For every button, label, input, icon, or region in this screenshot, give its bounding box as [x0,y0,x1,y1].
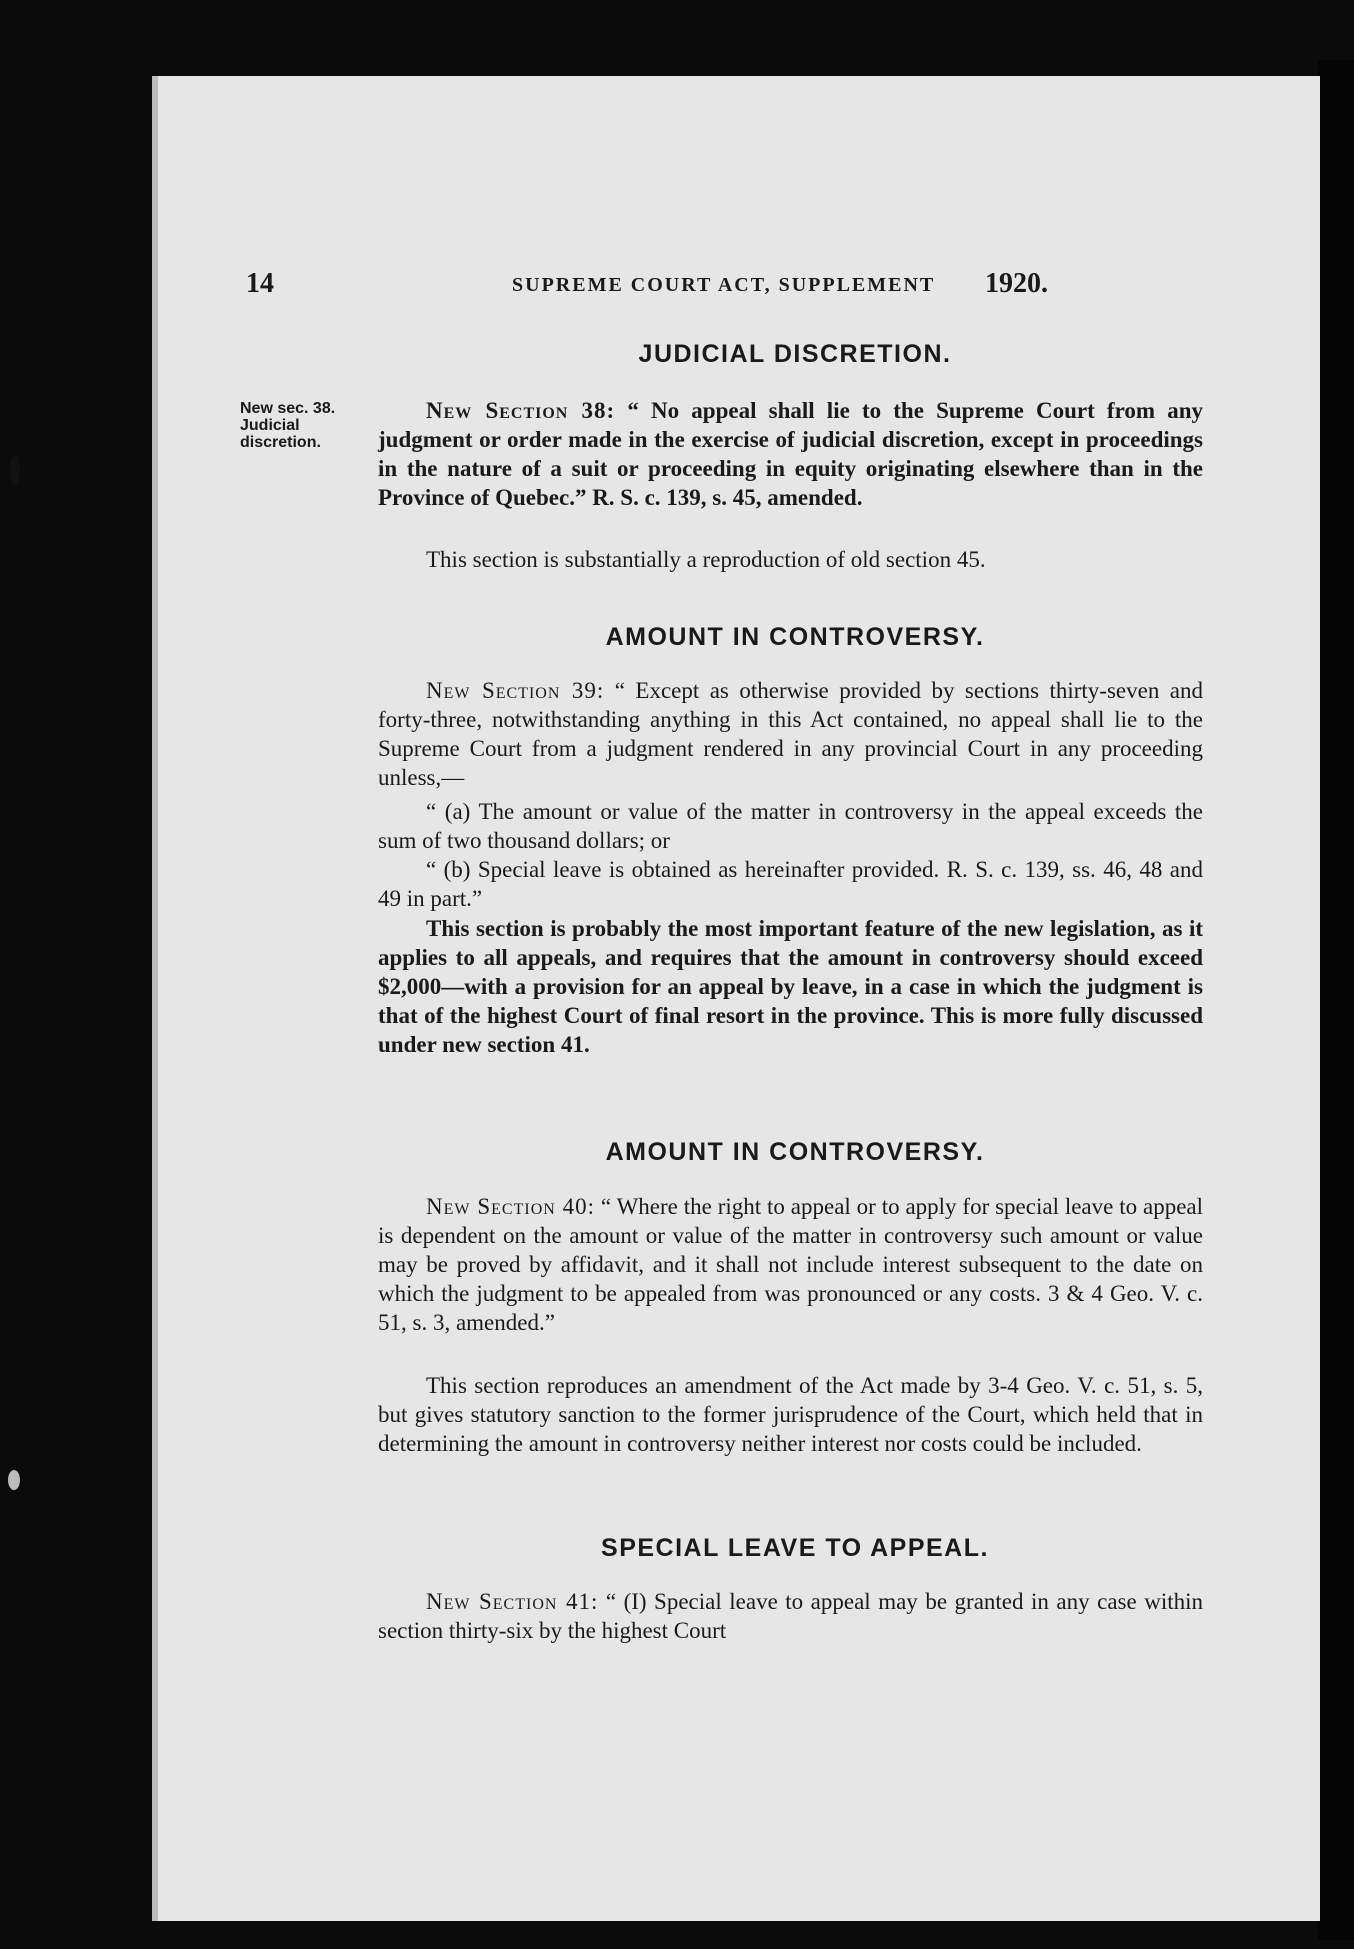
running-head: SUPREME COURT ACT, SUPPLEMENT [512,274,936,296]
scan-dark-border [1318,60,1354,1940]
paragraph: “ (a) The amount or value of the matter in controversy in the appeal exceeds the sum of two thousand dollars; or [378,799,1203,853]
paragraph: This section is probably the most important feature of the new legislation, as it applies to all appeals, and requires that the amount in controversy should exceed $2,000—with a provision for an appeal by leave, in a case in which the judgment is that of the highest Court of final resort in the province. This is more fully discussed under new section 41. [378,916,1203,1057]
margin-note-line: discretion. [240,434,321,451]
section-heading: AMOUNT IN CONTROVERSY. [605,623,985,651]
paragraph: “ (b) Special leave is obtained as hereinafter provided. R. S. c. 139, ss. 46, 48 and 49 in part.” [378,857,1203,911]
paragraph [378,1587,1203,1645]
paragraph [378,1192,1203,1337]
section-lead: New Section 41: [426,1589,599,1614]
page-number: 14 [246,268,274,299]
paragraph-text: “ Except as otherwise provided by sections thirty-seven and forty-three, notwithstanding anything in this Act contained, no appeal shall lie to the Supreme Court from a judgment rendered in any provincial Court in any proceeding unless,— [378,678,1204,790]
running-head-year: 1920. [985,268,1048,299]
paragraph: This section is substantially a reproduction of old section 45. [426,547,986,572]
section-heading: AMOUNT IN CONTROVERSY. [605,1138,985,1166]
paragraph [378,396,1203,512]
section-heading: JUDICIAL DISCRETION. [638,340,952,368]
paragraph-text: “ No appeal shall lie to the Supreme Court from any judgment or order made in the exercise of judicial discretion, except in proceedings in the nature of a suit or proceeding in equity originating elsewhere than in the Province of Quebec.” R. S. c. 139, s. 45, amended. [378,398,1203,510]
paragraph: This section reproduces an amendment of the Act made by 3-4 Geo. V. c. 51, s. 5, but gives statutory sanction to the former jurisprudence of the Court, which held that in determining the amount in controversy neither interest nor costs could be included. [378,1373,1203,1456]
paragraph [378,676,1203,792]
margin-note-line: New sec. 38. [240,400,336,417]
scan-speck [8,1470,20,1490]
paragraph-text: “ (I) Special leave to appeal may be granted in any case within section thirty-six by the highest Court [378,1589,1203,1643]
section-lead: New Section 40: [426,1194,596,1219]
scan-speck [10,455,20,485]
section-lead: New Section 38: [426,398,616,423]
section-heading: SPECIAL LEAVE TO APPEAL. [601,1534,989,1562]
margin-note-line: Judicial [240,417,300,434]
paragraph-text: “ Where the right to appeal or to apply for special leave to appeal is dependent on the amount or value of the matter in controversy such amount or value may be proved by affidavit, and it shall not include interest subsequent to the date on which the judgment to be appealed from was pronounced or any costs. 3 & 4 Geo. V. c. 51, s. 3, amended.” [378,1194,1203,1335]
section-lead: New Section 39: [426,678,605,703]
margin-note [240,400,375,451]
